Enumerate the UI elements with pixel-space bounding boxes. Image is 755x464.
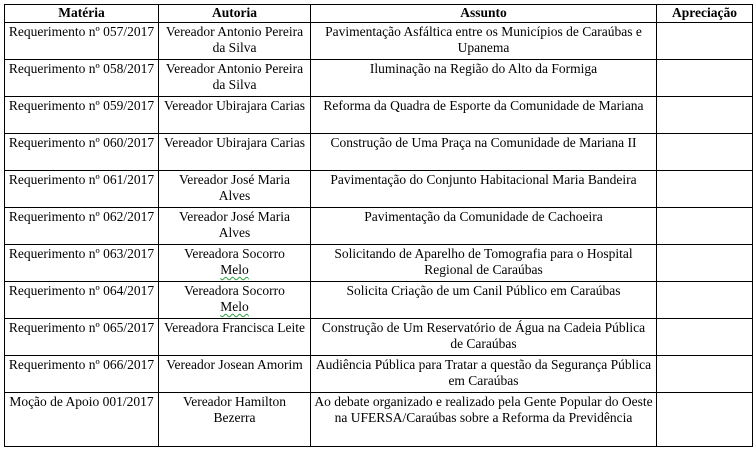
cell-apreciacao	[657, 356, 753, 393]
table-header-row	[5, 5, 753, 23]
header-materia: Matéria	[5, 5, 159, 23]
cell-autoria: Vereador Josean Amorim	[159, 356, 311, 393]
cell-apreciacao	[657, 60, 753, 97]
cell-assunto: Solicitando de Aparelho de Tomografia para o Hospital Regional de Caraúbas	[311, 245, 657, 282]
autoria-line: Vereadora Socorro	[184, 283, 285, 298]
cell-autoria: Vereador Antonio Pereira da Silva	[159, 60, 311, 97]
cell-materia: Requerimento nº 063/2017	[5, 245, 159, 282]
cell-assunto: Reforma da Quadra de Esporte da Comunidade de Mariana	[311, 97, 657, 134]
cell-materia: Requerimento nº 060/2017	[5, 134, 159, 171]
table-row	[5, 208, 753, 245]
table-row	[5, 23, 753, 60]
cell-materia: Requerimento nº 064/2017	[5, 282, 159, 319]
cell-materia: Requerimento nº 057/2017	[5, 23, 159, 60]
header-autoria: Autoria	[159, 5, 311, 23]
cell-autoria: Vereador José Maria Alves	[159, 171, 311, 208]
cell-apreciacao	[657, 97, 753, 134]
cell-assunto: Pavimentação do Conjunto Habitacional Maria Bandeira	[311, 171, 657, 208]
cell-apreciacao	[657, 245, 753, 282]
cell-autoria	[159, 282, 311, 319]
cell-materia: Moção de Apoio 001/2017	[5, 393, 159, 447]
autoria-surname: Melo	[220, 299, 249, 314]
table-row	[5, 171, 753, 208]
cell-materia: Requerimento nº 058/2017	[5, 60, 159, 97]
cell-assunto: Solicita Criação de um Canil Público em Caraúbas	[311, 282, 657, 319]
cell-assunto: Construção de Uma Praça na Comunidade de Mariana II	[311, 134, 657, 171]
header-assunto: Assunto	[311, 5, 657, 23]
cell-apreciacao	[657, 208, 753, 245]
cell-autoria: Vereador Hamilton Bezerra	[159, 393, 311, 447]
cell-autoria: Vereador José Maria Alves	[159, 208, 311, 245]
cell-apreciacao	[657, 171, 753, 208]
cell-materia: Requerimento nº 065/2017	[5, 319, 159, 356]
table-row	[5, 356, 753, 393]
cell-autoria: Vereador Ubirajara Carias	[159, 134, 311, 171]
cell-assunto: Pavimentação da Comunidade de Cachoeira	[311, 208, 657, 245]
cell-assunto: Pavimentação Asfáltica entre os Municípios de Caraúbas e Upanema	[311, 23, 657, 60]
table-row	[5, 60, 753, 97]
cell-materia: Requerimento nº 062/2017	[5, 208, 159, 245]
cell-autoria	[159, 245, 311, 282]
cell-apreciacao	[657, 393, 753, 447]
cell-assunto: Ao debate organizado e realizado pela Gente Popular do Oeste na UFERSA/Caraúbas sobre a Reforma da Previdência	[311, 393, 657, 447]
table-row	[5, 245, 753, 282]
table-row	[5, 393, 753, 447]
cell-autoria: Vereadora Francisca Leite	[159, 319, 311, 356]
header-apreciacao: Apreciação	[657, 5, 753, 23]
cell-autoria: Vereador Ubirajara Carias	[159, 97, 311, 134]
cell-assunto: Construção de Um Reservatório de Água na Cadeia Pública de Caraúbas	[311, 319, 657, 356]
cell-assunto: Audiência Pública para Tratar a questão da Segurança Pública em Caraúbas	[311, 356, 657, 393]
cell-materia: Requerimento nº 061/2017	[5, 171, 159, 208]
cell-apreciacao	[657, 23, 753, 60]
cell-materia: Requerimento nº 066/2017	[5, 356, 159, 393]
cell-materia: Requerimento nº 059/2017	[5, 97, 159, 134]
cell-apreciacao	[657, 282, 753, 319]
autoria-surname: Melo	[220, 262, 249, 277]
table-row	[5, 134, 753, 171]
cell-autoria: Vereador Antonio Pereira da Silva	[159, 23, 311, 60]
autoria-line: Vereadora Socorro	[184, 246, 285, 261]
cell-apreciacao	[657, 134, 753, 171]
cell-apreciacao	[657, 319, 753, 356]
cell-assunto: Iluminação na Região do Alto da Formiga	[311, 60, 657, 97]
materias-table	[4, 4, 753, 447]
table-row	[5, 97, 753, 134]
table-row	[5, 319, 753, 356]
table-row	[5, 282, 753, 319]
